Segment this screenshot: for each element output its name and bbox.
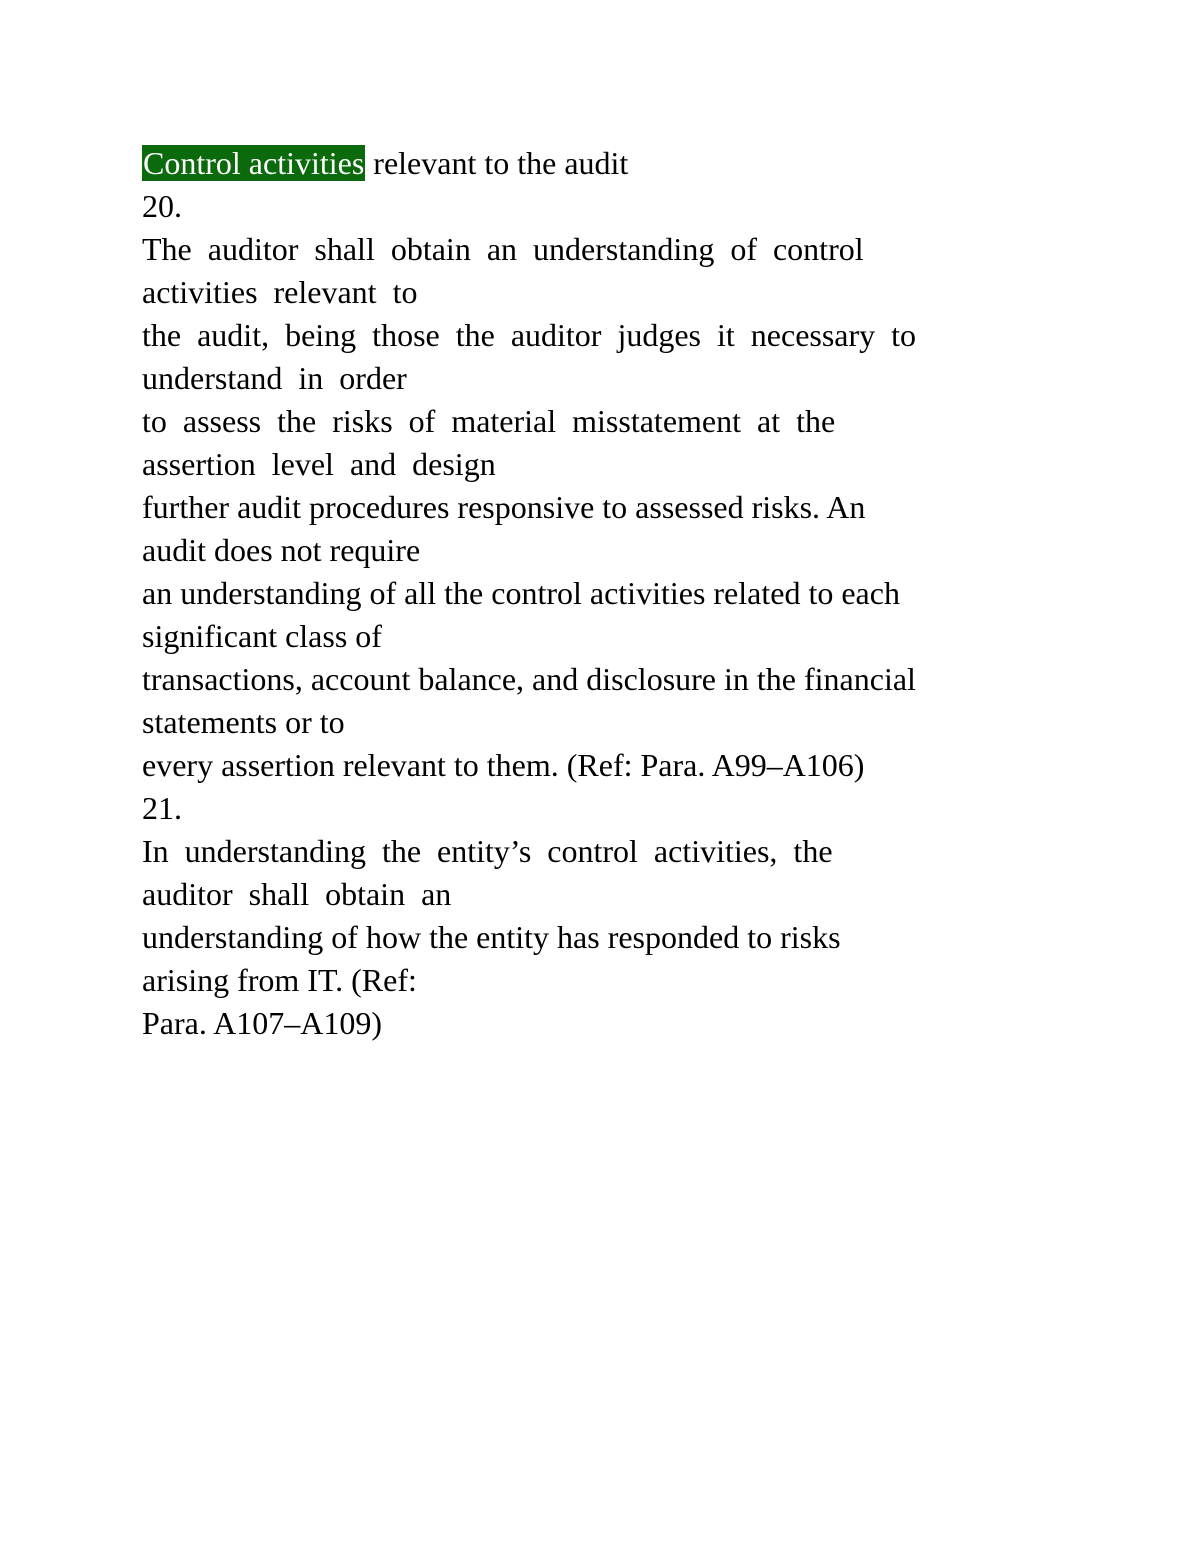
text-line: activities relevant to	[142, 274, 418, 310]
text-line: understand in order	[142, 360, 407, 396]
text-line: transactions, account balance, and disclosure in the financial	[142, 661, 916, 697]
paragraph-number-21: 21.	[142, 790, 182, 826]
highlighted-text[interactable]: Control activities	[143, 145, 365, 181]
text-line: Para. A107–A109)	[142, 1005, 382, 1041]
text-line: assertion level and design	[142, 446, 496, 482]
text-line: an understanding of all the control activities related to each	[142, 575, 900, 611]
text-line: understanding of how the entity has responded to risks	[142, 919, 841, 955]
section-heading	[142, 142, 1057, 185]
text-line: audit does not require	[142, 532, 421, 568]
paragraph-number-20: 20.	[142, 188, 182, 224]
document-text	[142, 142, 1057, 1045]
text-line: statements or to	[142, 704, 345, 740]
text-line: The auditor shall obtain an understanding of control	[142, 231, 864, 267]
text-line: auditor shall obtain an	[142, 876, 452, 912]
text-line: further audit procedures responsive to assessed risks. An	[142, 489, 866, 525]
heading-rest: relevant to the audit	[365, 145, 629, 181]
text-line: every assertion relevant to them. (Ref: Para. A99–A106)	[142, 747, 865, 783]
text-line: to assess the risks of material misstatement at the	[142, 403, 836, 439]
text-line: arising from IT. (Ref:	[142, 962, 417, 998]
text-line: In understanding the entity’s control activities, the	[142, 833, 833, 869]
text-line: the audit, being those the auditor judges it necessary to	[142, 317, 917, 353]
text-line: significant class of	[142, 618, 382, 654]
